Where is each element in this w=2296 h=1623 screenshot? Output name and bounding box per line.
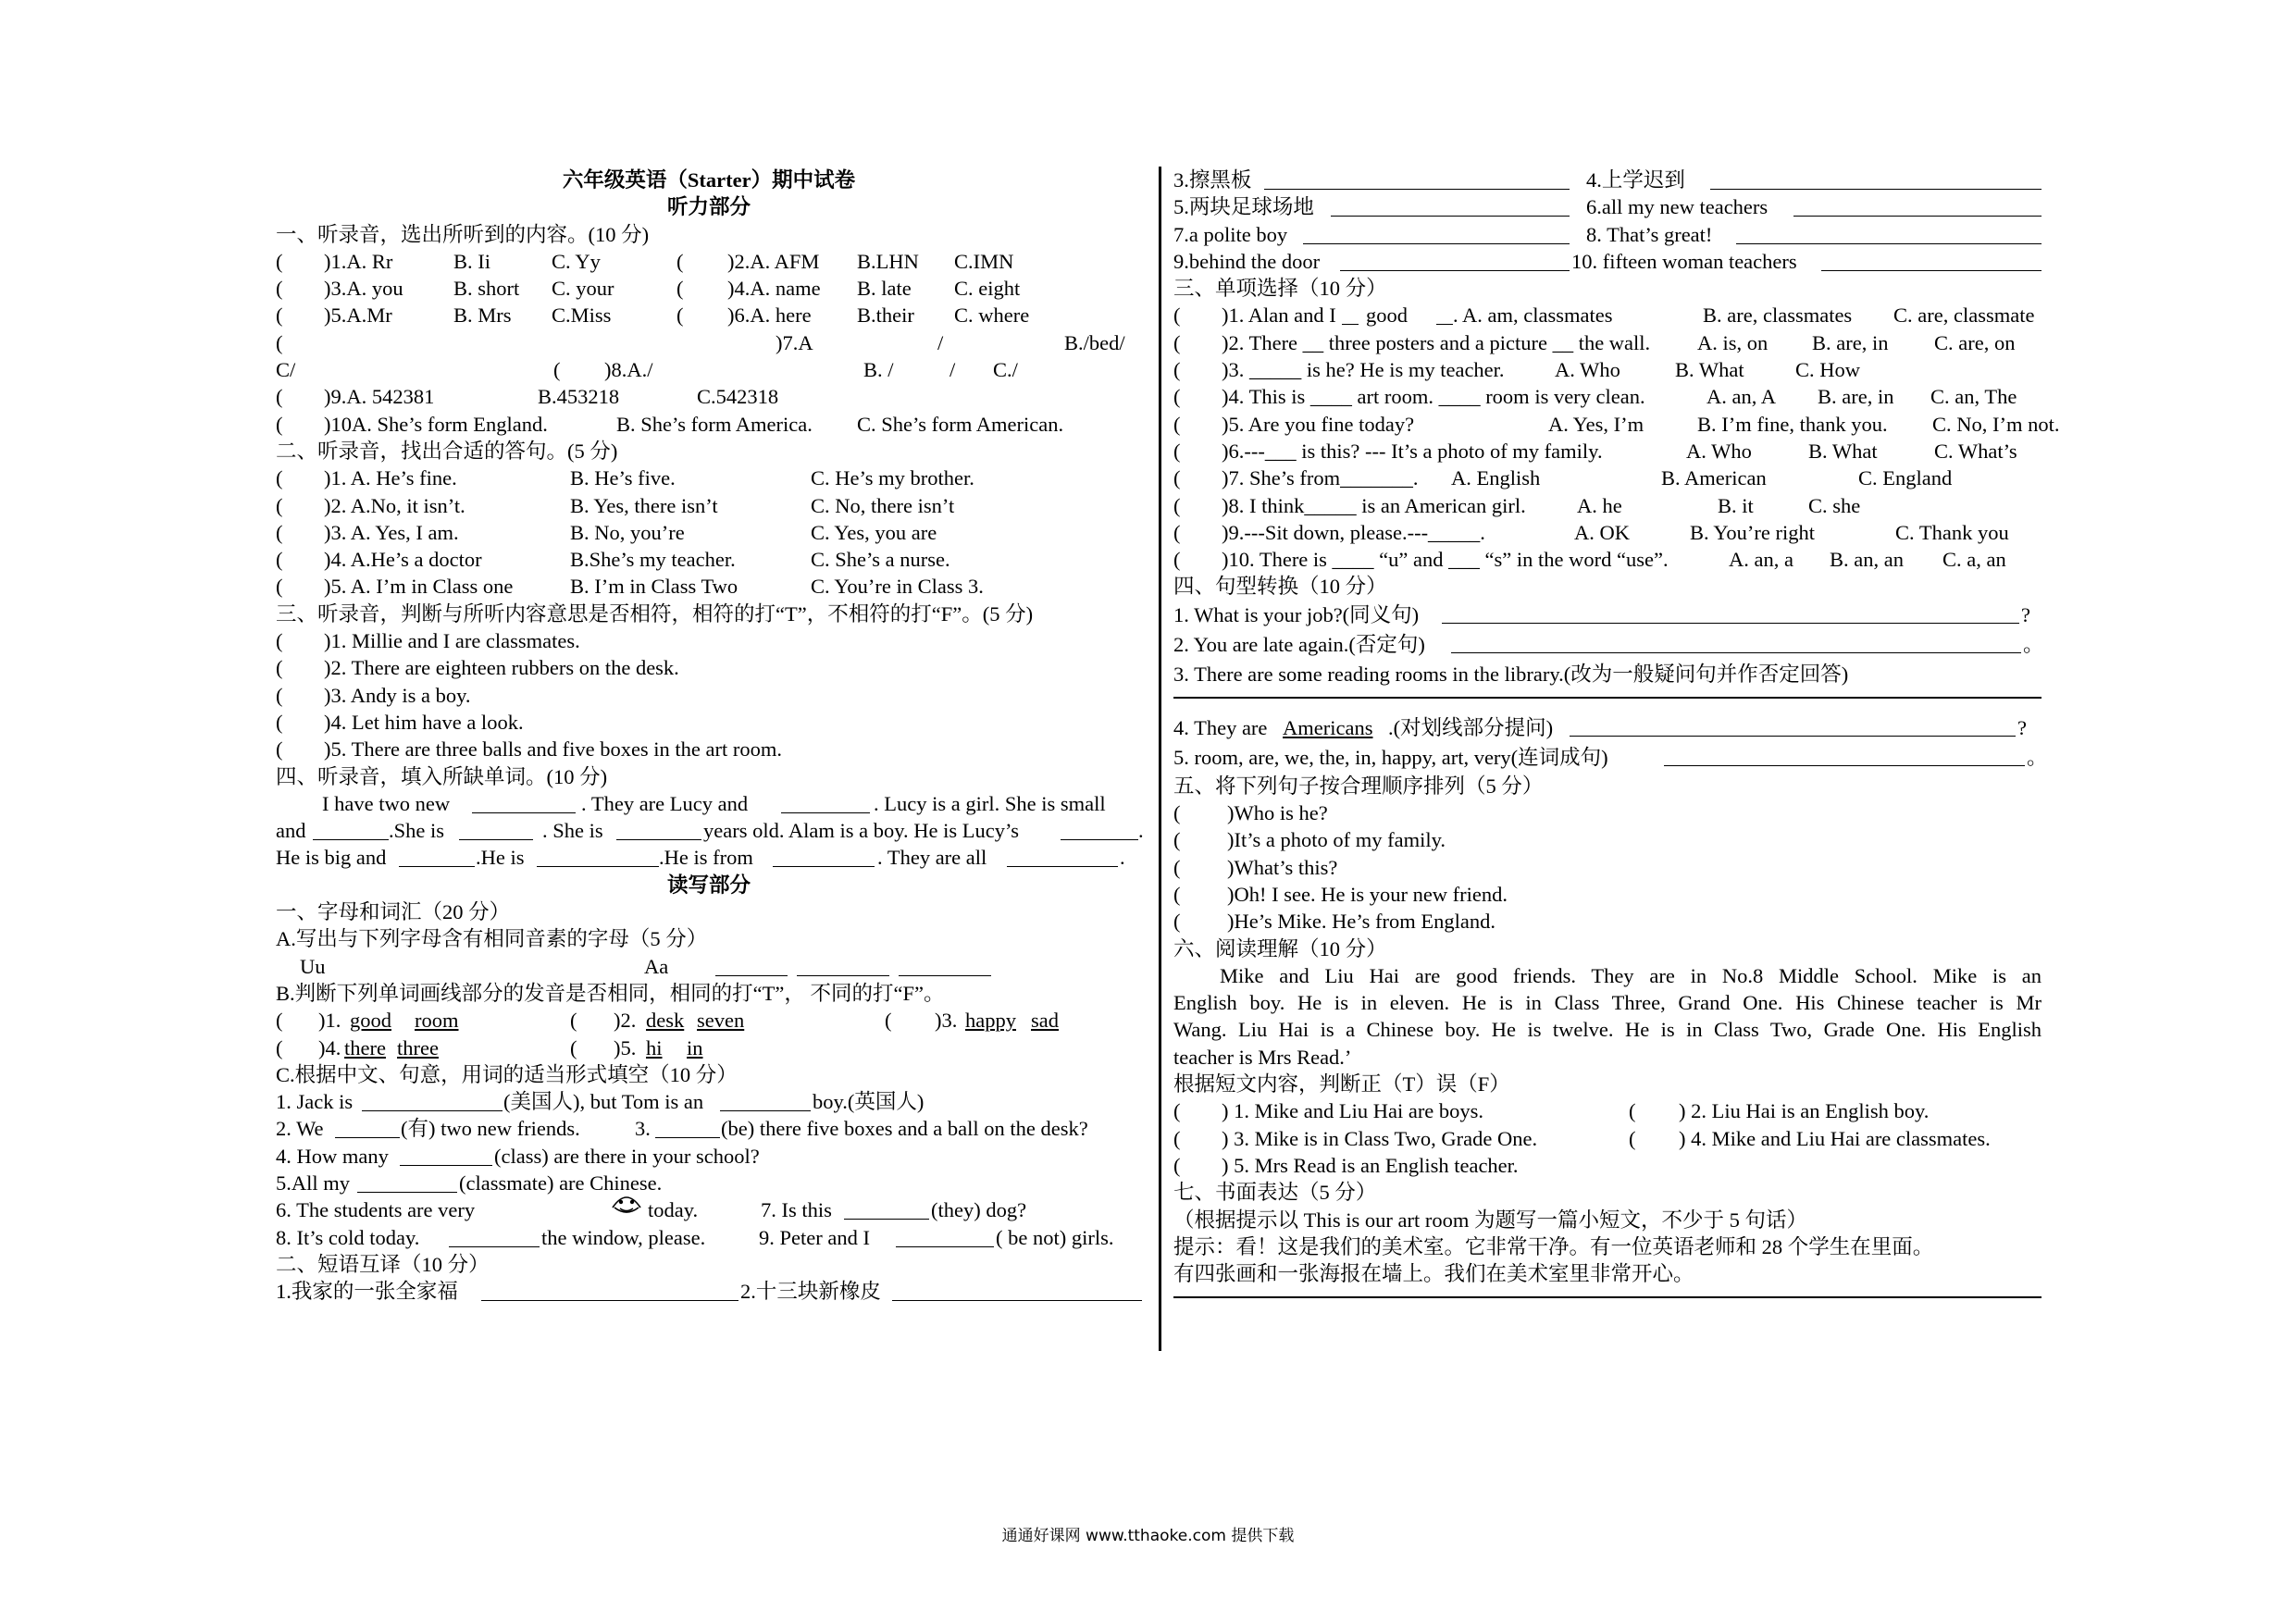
passage-line: English boy. He is in eleven. He is in Class Three, Grand One. His Chinese teacher is Mr <box>1173 991 2042 1015</box>
phrase-row: 9.behind the door 10. fifteen woman teachers <box>1173 248 2042 275</box>
right-column <box>1173 167 2060 1306</box>
fill-row: 1. Jack is (美国人), but Tom is an boy.(英国人) <box>276 1090 925 1114</box>
fill-row: 2. We (有) two new friends. 3. (be) there five boxes and a ball on the desk? <box>276 1117 1088 1141</box>
question-row: ( )9.A. 542381 B.453218 C.542318 <box>276 385 779 409</box>
transform-row: 3. There are some reading rooms in the library.(改为一般疑问句并作否定回答) <box>1173 662 1849 686</box>
smiley-face-icon <box>607 1191 646 1219</box>
answer-blank[interactable] <box>1442 601 2019 624</box>
question-row: ( )5. Are you fine today? A. Yes, I’m B. I’m fine, thank you. C. No, I’m not. <box>1173 412 2060 436</box>
question-row: ( )1. A. He’s fine. B. He’s five. C. He’s my brother. <box>276 466 974 490</box>
exam-title: 六年级英语（Starter）期中试卷 <box>562 168 856 192</box>
section-heading: 二、短语互译（10 分） <box>276 1252 490 1276</box>
question-row: ( )4. This is ____ art room. ____ room is very clean. A. an, A B. are, in C. an, The <box>1173 385 2017 409</box>
answer-line-row <box>1173 1287 2042 1306</box>
column-divider <box>1159 167 1161 1351</box>
list-item: ( )It’s a photo of my family. <box>1173 828 1446 852</box>
question-row: ( )4. Let him have a look. <box>276 710 524 734</box>
question-row: ( )10. There is ____ “u” and ___ “s” in the word “use”. A. an, a B. an, an C. a, an <box>1173 548 2006 572</box>
question-row: C/ ( )8.A./ B. / / C./ <box>276 358 1018 382</box>
writing-hint: 有四张画和一张海报在墙上。我们在美术室里非常开心。 <box>1173 1262 1694 1286</box>
question-row: ( )8. I think_____ is an American girl. A. he B. it C. she <box>1173 493 1861 517</box>
question-row: ( )5. There are three balls and five boxes in the art room. <box>276 737 783 762</box>
question-row: ( )6.---___ is this? --- It’s a photo of my family. A. Who B. What C. What’s <box>1173 439 2017 463</box>
cloze-line: and .She is . She is years old. Alam is a boy. He is Lucy’s . <box>276 819 1144 843</box>
answer-blank[interactable] <box>1736 221 2042 244</box>
answer-blank[interactable] <box>400 1143 492 1166</box>
answer-blank[interactable] <box>1342 302 1359 325</box>
answer-blank[interactable] <box>1303 221 1570 244</box>
answer-blank[interactable] <box>335 1115 400 1138</box>
question-row: ( )1. Millie and I are classmates. <box>276 629 580 653</box>
answer-blank[interactable] <box>715 953 788 976</box>
question-row: ( )1. Alan and I good . A. am, classmates B. are, classmates C. are, classmate <box>1173 304 2035 328</box>
question-row: ( )3. _____ is he? He is my teacher. A. Who B. What C. How <box>1173 358 1861 382</box>
question-row: ( )3. A. Yes, I am. B. No, you’re C. Yes, you are <box>276 520 937 544</box>
section-heading: 一、听录音，选出所听到的内容。(10 分) <box>276 222 650 246</box>
transform-row: 4. They are Americans .(对划线部分提问) ? <box>1173 713 2042 743</box>
answer-blank[interactable] <box>899 953 991 976</box>
question-row: ( )4. A.He’s a doctor B.She’s my teacher. C. She’s a nurse. <box>276 548 950 572</box>
fill-row: 8. It’s cold today. the window, please. 9. Peter and I ( be not) girls. <box>276 1225 1114 1249</box>
question-row: ( )2. There are eighteen rubbers on the desk. <box>276 656 679 680</box>
question-row: ( )2. A.No, it isn’t. B. Yes, there isn’t C. No, there isn’t <box>276 493 955 517</box>
cloze-line: I have two new . They are Lucy and . Lucy is a girl. She is small <box>322 791 1106 815</box>
answer-blank[interactable] <box>1007 844 1118 867</box>
answer-blank[interactable] <box>537 844 659 867</box>
section-heading: 四、句型转换（10 分） <box>1173 575 1387 599</box>
subsection-heading: A.写出与下列字母含有相同音素的字母（5 分） <box>276 927 708 951</box>
passage-line: teacher is Mrs Read.’ <box>1173 1045 1352 1069</box>
subsection-heading: C.根据中文、句意，用词的适当形式填空（10 分） <box>276 1062 738 1086</box>
fill-row: 4. How many (class) are there in your school? <box>276 1144 760 1168</box>
question-row: ( )7. She’s from_______. A. English B. American C. England <box>1173 466 1953 490</box>
writing-answer-line[interactable] <box>1173 1287 2042 1298</box>
judge-row: ( ) 3. Mike is in Class Two, Grade One. ( ) 4. Mike and Liu Hai are classmates. <box>1173 1126 1991 1150</box>
left-column <box>276 167 1142 1305</box>
subsection-heading: 根据短文内容，判断正（T）误（F） <box>1173 1072 1510 1096</box>
question-row: ( )2. There __ three posters and a picture __ the wall. A. is, on B. are, in C. are, on <box>1173 330 2016 354</box>
question-row: ( )5. A. I’m in Class one B. I’m in Class Two C. You’re in Class 3. <box>276 575 984 599</box>
judge-row: ( ) 5. Mrs Read is an English teacher. <box>1173 1153 1519 1177</box>
section-heading: 七、书面表达（5 分） <box>1173 1181 1377 1205</box>
answer-blank[interactable] <box>1664 743 2025 766</box>
question-row: ( )4. there three ( )5. hi in <box>276 1035 703 1059</box>
section-heading: 六、阅读理解（10 分） <box>1173 936 1387 960</box>
answer-line-row <box>1173 689 2042 713</box>
list-item: ( )Who is he? <box>1173 801 1328 825</box>
answer-blank[interactable] <box>1061 817 1138 840</box>
question-row: ( )5.A.Mr B. Mrs C.Miss ( )6.A. here B.their C. where <box>276 304 1030 328</box>
answer-blank[interactable] <box>459 817 533 840</box>
transform-row: 5. room, are, we, the, in, happy, art, very(连词成句) 。 <box>1173 743 2042 773</box>
list-item: ( )What’s this? <box>1173 855 1338 879</box>
question-row: ( )7.A / B./bed/ <box>276 330 1125 354</box>
answer-blank[interactable] <box>1570 713 2016 737</box>
fill-row: 6. The students are very today. 7. Is this (they) dog? <box>276 1196 1142 1223</box>
answer-blank[interactable] <box>896 1224 994 1247</box>
list-item: ( )Oh! I see. He is your new friend. <box>1173 882 1508 906</box>
subsection-heading: B.判断下列单词画线部分的发音是否相同，相同的打“T”， 不同的打“F”。 <box>276 981 945 1005</box>
judge-row: ( ) 1. Mike and Liu Hai are boys. ( ) 2. Liu Hai is an English boy. <box>1173 1099 1930 1123</box>
section-heading: 四、听录音，填入所缺单词。(10 分) <box>276 764 608 788</box>
listening-section-header: 听力部分 <box>666 195 751 219</box>
letter-row: Uu Aa <box>276 953 1142 980</box>
section-heading: 三、听录音，判断与所听内容意思是否相符，相符的打“T”，不相符的打“F”。(5 分) <box>276 601 1034 626</box>
question-row: ( )3. Andy is a boy. <box>276 683 471 707</box>
answer-blank[interactable] <box>1710 167 2042 190</box>
transform-row: 2. You are late again.(否定句) 。 <box>1173 630 2042 660</box>
answer-blank[interactable] <box>720 1088 811 1111</box>
question-row: ( )10A. She’s form England. B. She’s form America. C. She’s form American. <box>276 412 1064 436</box>
transform-row: 1. What is your job?(同义句) ? <box>1173 601 2042 630</box>
phrase-row: 7.a polite boy 8. That’s great! <box>1173 221 2042 248</box>
answer-blank[interactable] <box>844 1196 929 1220</box>
answer-blank[interactable] <box>773 844 875 867</box>
answer-blank[interactable] <box>1436 302 1453 325</box>
section-heading: 二、听录音，找出合适的答句。(5 分) <box>276 439 618 463</box>
answer-blank[interactable] <box>399 844 475 867</box>
section-heading: 五、将下列句子按合理顺序排列（5 分） <box>1173 774 1544 798</box>
answer-blank[interactable] <box>655 1115 720 1138</box>
passage-line: Wang. Liu Hai is a Chinese boy. He is twelve. He is in Class Two, Grade One. His English <box>1173 1018 2042 1042</box>
answer-line[interactable] <box>1173 689 2042 699</box>
answer-blank[interactable] <box>481 1278 738 1301</box>
answer-blank[interactable] <box>1331 193 1570 217</box>
answer-blank[interactable] <box>1264 167 1570 190</box>
question-row: ( )9.---Sit down, please.---_____. A. OK B. You’re right C. Thank you <box>1173 520 2009 544</box>
answer-blank[interactable] <box>616 817 701 840</box>
answer-blank[interactable] <box>449 1224 540 1247</box>
phrase-row: 3.擦黑板 4.上学迟到 <box>1173 167 2042 193</box>
answer-blank[interactable] <box>1793 193 2042 217</box>
answer-blank[interactable] <box>357 1170 457 1193</box>
page-footer: 通通好课网 www.tthaoke.com 提供下载 <box>1001 1527 1295 1545</box>
answer-blank[interactable] <box>1340 248 1570 271</box>
passage-line: Mike and Liu Hai are good friends. They are in No.8 Middle School. Mike is an <box>1220 963 2042 987</box>
reading-writing-section-header: 读写部分 <box>666 873 751 897</box>
section-heading: 三、单项选择（10 分） <box>1173 277 1387 301</box>
question-row: ( )1.A. Rr B. Ii C. Yy ( )2.A. AFM B.LHN C.IMN <box>276 249 1014 273</box>
answer-blank[interactable] <box>1821 248 2042 271</box>
list-item: ( )He’s Mike. He’s from England. <box>1173 910 1496 934</box>
answer-blank[interactable] <box>797 953 889 976</box>
fill-row: 5.All my (classmate) are Chinese. <box>276 1171 663 1195</box>
writing-instruction: （根据提示以 This is our art room 为题写一篇小短文，不少于 5 句话） <box>1173 1208 1807 1232</box>
section-heading: 一、字母和词汇（20 分） <box>276 900 511 924</box>
answer-blank[interactable] <box>472 790 576 813</box>
phrase-row: 1.我家的一张全家福 2.十三块新橡皮 <box>276 1278 1142 1305</box>
answer-blank[interactable] <box>362 1088 503 1111</box>
question-row: ( )1. good room ( )2. desk seven ( )3. happy sad <box>276 1009 1059 1033</box>
answer-blank[interactable] <box>313 817 389 840</box>
writing-hint: 提示：看！这是我们的美术室。它非常干净。有一位英语老师和 28 个学生在里面。 <box>1173 1234 1934 1258</box>
answer-blank[interactable] <box>1451 630 2021 653</box>
cloze-line: He is big and .He is .He is from . They are all . <box>276 846 1125 870</box>
answer-blank[interactable] <box>892 1278 1142 1301</box>
answer-blank[interactable] <box>781 790 870 813</box>
phrase-row: 5.两块足球场地 6.all my new teachers <box>1173 193 2042 220</box>
question-row: ( )3.A. you B. short C. your ( )4.A. name B. late C. eight <box>276 277 1021 301</box>
